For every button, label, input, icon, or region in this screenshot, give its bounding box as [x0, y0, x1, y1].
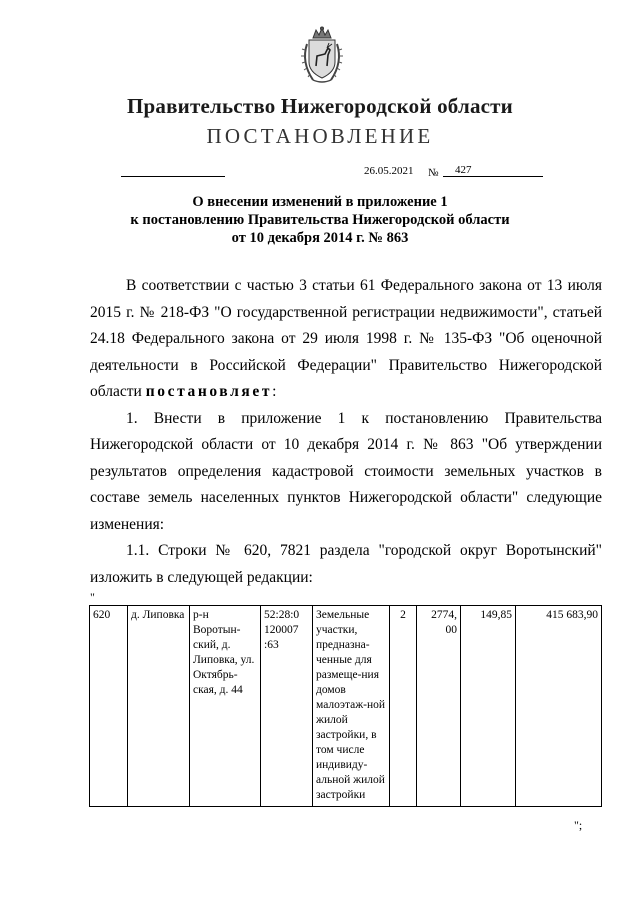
cell-specific-value: 149,85	[461, 606, 516, 807]
cell-area: 2774, 00	[417, 606, 461, 807]
cell-cadastral-number: 52:28:0 120007 :63	[261, 606, 313, 807]
cell-number: 620	[90, 606, 128, 807]
document-title	[0, 193, 640, 247]
table-row	[90, 606, 602, 807]
decree-number: 427	[455, 164, 472, 176]
quote-close: ";	[574, 818, 583, 832]
title-line-3: от 10 декабря 2014 г. № 863	[231, 230, 409, 246]
paragraph-item-1: 1. Внести в приложение 1 к постановлению Правительства Нижегородской области от 10 декабря 2014 г. № 863 "Об утверждении результатов определения кадастровой стоимости земельных участков в составе земель населенных пунктов Нижегородской области" следующие изменения:	[90, 409, 602, 533]
cell-cadastral-value: 415 683,90	[516, 606, 602, 807]
cell-land-purpose: Земельные участки, предназна-ченные для размеще-ния домов малоэтаж-ной жилой застройки, в том числе индивиду-альной жилой застройки	[313, 606, 390, 807]
cell-address: р-н Воротын-ский, д. Липовка, ул. Октябрь-ская, д. 44	[190, 606, 261, 807]
decree-word: постановляет	[145, 383, 273, 400]
coat-of-arms-icon	[299, 26, 345, 86]
cell-group: 2	[390, 606, 417, 807]
document-body	[90, 273, 602, 591]
quote-open: "	[90, 590, 95, 604]
title-line-1: О внесении изменений в приложение 1	[192, 194, 448, 210]
document-type: ПОСТАНОВЛЕНИЕ	[206, 124, 434, 148]
preamble-colon: :	[272, 383, 277, 400]
number-label: №	[428, 167, 439, 179]
land-plot-table	[89, 605, 602, 807]
decree-date: 26.05.2021	[364, 165, 414, 177]
cell-settlement: д. Липовка	[128, 606, 190, 807]
blank-date-line	[121, 176, 225, 177]
title-line-2: к постановлению Правительства Нижегородской области	[130, 212, 510, 228]
paragraph-item-1-1: 1.1. Строки № 620, 7821 раздела "городской округ Воротынский" изложить в следующей редакции:	[90, 542, 602, 586]
paragraph-preamble	[90, 273, 602, 406]
preamble-text: В соответствии с частью 3 статьи 61 Федерального закона от 13 июля 2015 г. № 218-ФЗ "О государственной регистрации недвижимости", статьей 24.18 Федерального закона от 29 июля 1998 г. № 135-ФЗ "Об оценочной деятельности в Российской Федерации" Правительство Нижегородской области	[90, 277, 602, 400]
number-line	[443, 176, 543, 177]
government-name: Правительство Нижегородской области	[127, 94, 513, 118]
